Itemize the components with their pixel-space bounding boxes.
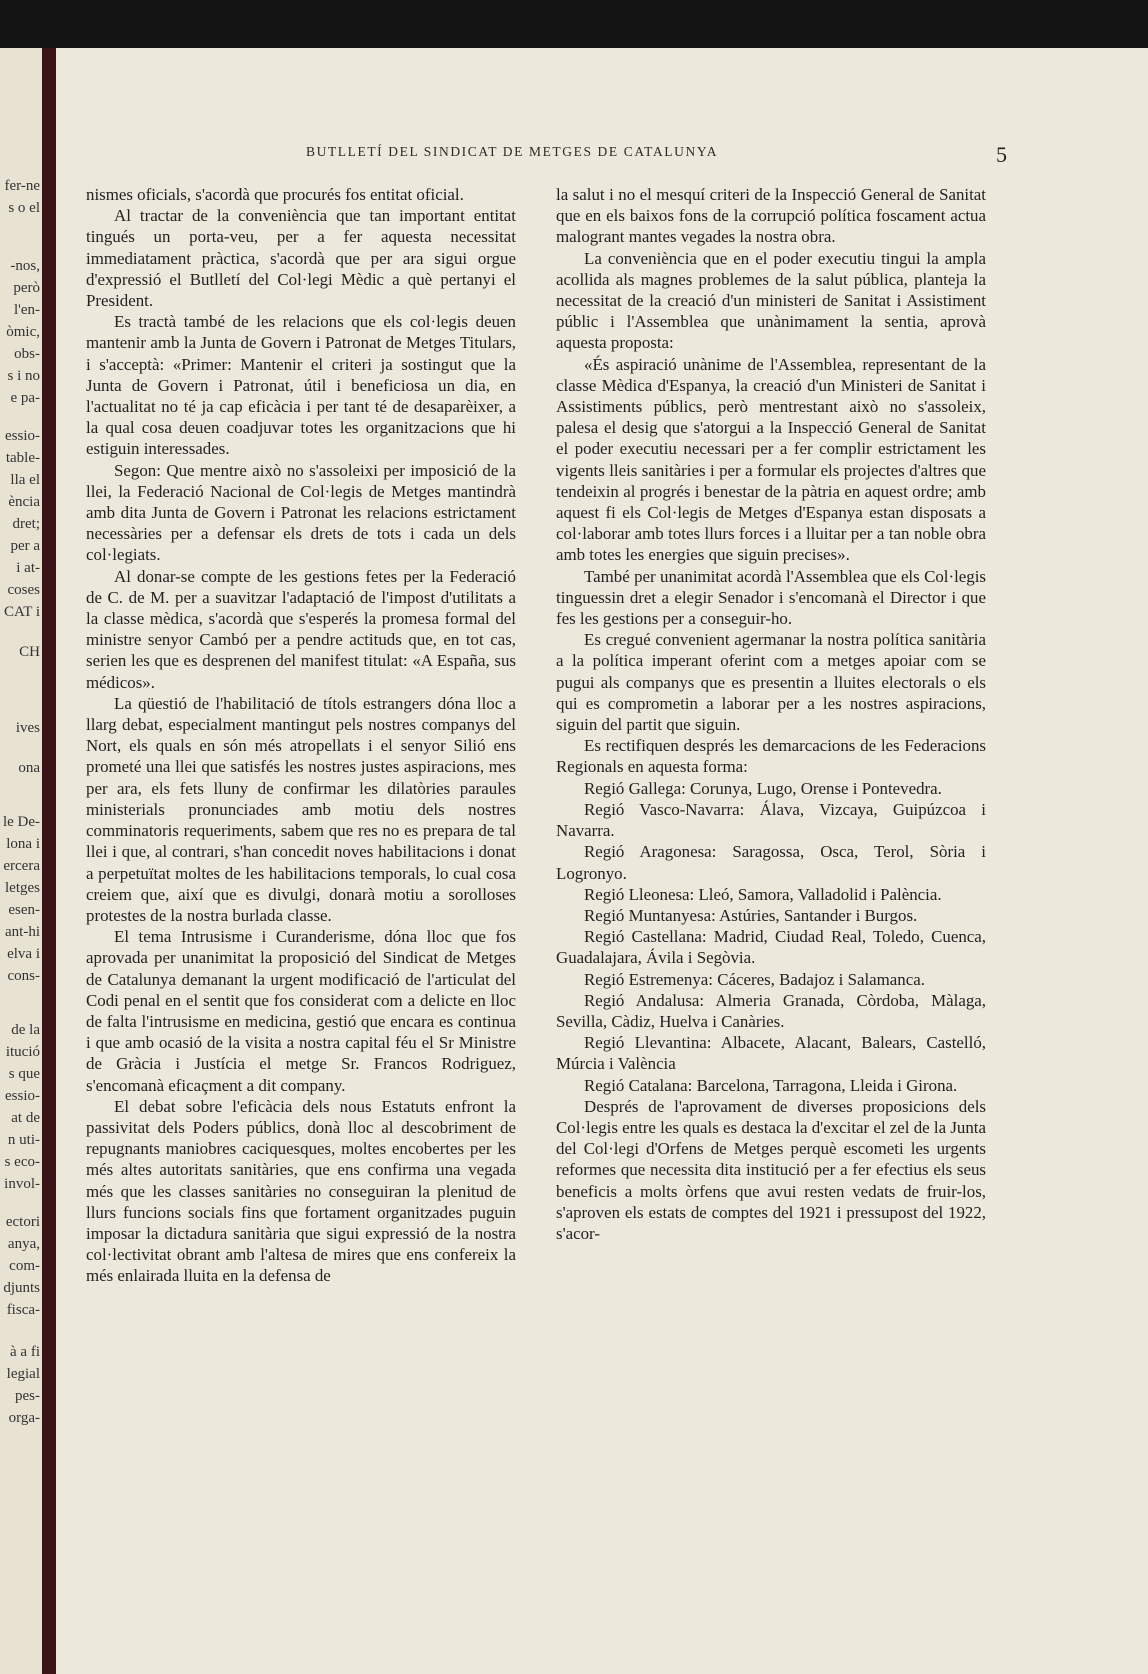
prev-page-fragment: ectori (5, 1214, 40, 1230)
book-binding (42, 48, 56, 1674)
paragraph: Es rectifiquen després les demarcacions de les Federacions Regionals en aquesta forma: (556, 736, 986, 777)
prev-page-fragment: djunts (3, 1280, 40, 1296)
prev-page-fragment: s i no (7, 368, 40, 384)
prev-page-fragment: pes- (15, 1388, 40, 1404)
paragraph: Segon: Que mentre això no s'assoleixi per imposició de la llei, la Federació Nacional de Col·legis de Metges mantindrà amb dita Junta de Govern i Patronat les relacions estrictament necessàries per a defensar els drets de tots i cada un dels col·legiats. (86, 460, 516, 565)
prev-page-fragment: s o el (8, 200, 40, 216)
running-head (56, 144, 1148, 168)
prev-page-fragment: CH (19, 644, 40, 660)
paragraph: Es cregué convenient agermanar la nostra política sanitària a la política imperant oferint com a metges apoiar com se pugui als companys que es presentin a lluites electorals o els qui es comprometin a laborar per a les nostres aspiracions, siguin del partit que siguin. (556, 630, 986, 735)
previous-page-edge (0, 48, 42, 1674)
prev-page-fragment: fisca- (6, 1302, 40, 1318)
document-page (56, 48, 1148, 1674)
prev-page-fragment: invol- (4, 1176, 40, 1192)
prev-page-fragment: ència (8, 494, 40, 510)
prev-page-fragment: letges (5, 880, 40, 896)
prev-page-fragment: legial (6, 1366, 40, 1382)
region-line: Regió Catalana: Barcelona, Tarragona, Lleida i Girona. (584, 1075, 958, 1095)
region-line: Regió Muntanyesa: Astúries, Santander i Burgos. (584, 905, 918, 925)
prev-page-fragment: com- (9, 1258, 40, 1274)
prev-page-fragment: per a (10, 538, 40, 554)
prev-page-fragment: à a fi (10, 1344, 40, 1360)
prev-page-fragment: coses (7, 582, 40, 598)
prev-page-fragment: lona i (6, 836, 40, 852)
region-line: Regió Estremenya: Cáceres, Badajoz i Salamanca. (584, 969, 925, 989)
prev-page-fragment: i at- (16, 560, 40, 576)
prev-page-fragment: n uti- (7, 1132, 40, 1148)
region-line: Regió Llevantina: Albacete, Alacant, Balears, Castelló, Múrcia i València (556, 1033, 986, 1074)
prev-page-fragment: ant-hi (5, 924, 40, 940)
region-line: Regió Gallega: Corunya, Lugo, Orense i Pontevedra. (584, 778, 942, 798)
prev-page-fragment: itució (5, 1044, 40, 1060)
paragraph: Després de l'aprovament de diverses proposicions dels Col·legis entre les quals es destaca la d'excitar el zel de la Junta del Col·legi d'Orfens de Metges perquè escometi les urgents reformes que necessita dita institució per a fer efectius els seus beneficis a molts òrfens que avui resten vedats de fruir-los, s'aproven els estats de comptes del 1921 i pressupost del 1922, s'acor- (556, 1096, 986, 1243)
region-line: Regió Andalusa: Almeria Granada, Còrdoba, Màlaga, Sevilla, Càdiz, Huelva i Canàries. (556, 990, 986, 1031)
prev-page-fragment: però (13, 280, 40, 296)
prev-page-fragment: l'en- (13, 302, 40, 318)
prev-page-fragment: e pa- (10, 390, 40, 406)
prev-page-fragment: orga- (8, 1410, 40, 1426)
prev-page-fragment: elva i (7, 946, 40, 962)
prev-page-fragment: cons- (7, 968, 40, 984)
prev-page-fragment: anya, (7, 1236, 40, 1252)
prev-page-fragment: at de (11, 1110, 40, 1126)
running-title: BUTLLETÍ DEL SINDICAT DE METGES DE CATALUNYA (306, 144, 719, 159)
region-line: Regió Aragonesa: Saragossa, Osca, Terol, Sòria i Logronyo. (556, 842, 986, 883)
region-line: Regió Vasco-Navarra: Álava, Vizcaya, Guipúzcoa i Navarra. (556, 799, 986, 841)
prev-page-fragment: lla el (10, 472, 40, 488)
paragraph: El debat sobre l'eficàcia dels nous Estatuts enfront la passivitat dels Poders públics, donà lloc al descobriment de repugnants maniobres caciquesques, moltes encobertes per les més altes autoritats sanitàries, que ens confirma una vegada més que les classes sanitàries no conseguiran la plenitud de llurs funcions socials fins que fortament organitzades puguin imposar la dictadura sanitària que sigui expressió de la nostra col·lectivitat obrant amb l'altesa de mires que ens confereix la més enlairada lluita en la defensa de (86, 1096, 516, 1286)
prev-page-fragment: le De- (2, 814, 40, 830)
paragraph: la salut i no el mesquí criteri de la Inspecció General de Sanitat que en els baixos fons de la corrupció política foscament actua malogrant mantes vegades la nostra obra. (556, 185, 986, 247)
prev-page-fragment: essio- (5, 1088, 40, 1104)
prev-page-fragment: essio- (5, 428, 40, 444)
paragraph: «És aspiració unànime de l'Assemblea, representant de la classe Mèdica d'Espanya, la creació d'un Ministeri de Sanitat i Assistiments públics, però mentrestant això no s'assoleix, palesa el desig que s'atorgui a la Inspecció General de Sanitat el poder executiu necessari per a fer complir estrictament les vigents lleis sanitàries i per a formular els projectes d'altres que tendeixin al progrés i benestar de la pàtria en aquest ordre; amb aquest fi els Col·legis de Metges d'Espanya estan disposats a col·laborar amb totes llurs forces i a lluitar per a tan noble obra amb totes les energies que siguin precises». (556, 354, 986, 565)
prev-page-fragment: esen- (8, 902, 40, 918)
paragraph: També per unanimitat acordà l'Assemblea que els Col·legis tinguessin dret a elegir Senador i s'encomanà el Director i que fes les gestions per a conseguir-ho. (556, 566, 986, 629)
paragraph: La conveniència que en el poder executiu tingui la ampla acollida als magnes problemes de la salut pública, planteja la necessitat de la creació d'un ministeri de Sanitat i Assistiment públic i l'Assemblea que unànimament la sentia, aprovà aquesta proposta: (556, 248, 986, 353)
right-column (556, 184, 986, 1244)
paragraph: La qüestió de l'habilitació de títols estrangers dóna lloc a llarg debat, especialment mantingut pels nostres companys del Nort, els quals en són més atropellats i el senyor Silió ens prometé una llei que satisfés les nostres justes aspiracions, mes per ara, els fets lluny de confirmar les dilatòries paraules ministerials pronunciades amb motiu dels nostres comminatoris requeriments, sabem que res no es prepara de tal llei i que, al contrari, s'han concedit noves habilitacions i donat a perpetuïtat moltes de les habilitacions temporals, lo cual cosa creiem que, així que es divulgi, donarà motiu a sorolloses protestes de la nostra burlada classe. (86, 693, 516, 925)
paragraph: Es tractà també de les relacions que els col·legis deuen mantenir amb la Junta de Govern i Patronat de Metges Titulars, i s'acceptà: «Primer: Mantenir el criteri ja sostingut que la Junta de Govern i Patronat, útil i beneficiosa un dia, en l'actualitat no té ja cap eficàcia i per tant té de desaparèixer, a la qual cosa deuen coadjuvar totes les organitzacions que hi estiguin interessades. (86, 312, 516, 459)
prev-page-fragment: s que (8, 1066, 40, 1082)
prev-page-fragment: dret; (12, 516, 40, 532)
paragraph: nismes oficials, s'acordà que procurés fos entitat oficial. (86, 185, 464, 204)
paragraph: Al tractar de la conveniència que tan important entitat tingués un porta-veu, per a fer aquesta necessitat immediatament pràctica, s'acordà que per ara sigui orgue d'expressió el Butlletí del Col·legi Mèdic a què pertanyi el President. (86, 206, 516, 311)
prev-page-fragment: de la (11, 1022, 40, 1038)
region-line: Regió Lleonesa: Lleó, Samora, Valladolid i Palència. (584, 884, 942, 904)
paragraph: El tema Intrusisme i Curanderisme, dóna lloc que fos aprovada per unanimitat la proposició del Sindicat de Metges de Catalunya demanant la urgent modificació de l'articulat del Codi penal en el sentit que fos considerat com a delicte en lloc de falta l'intrusisme en medicina, gestió que encara es continua i que amb ocasió de la visita a nostra capital féu el Sr Ministre de Gràcia i Justícia el metge Sr. Francos Rodriguez, s'encomanà eficaçment a dit company. (86, 927, 516, 1095)
paragraph: Al donar-se compte de les gestions fetes per la Federació de C. de M. per a suavitzar l'adaptació de l'impost d'utilitats a la classe mèdica, s'acordà que s'esperés la promesa formal del ministre senyor Cambó per a pendre actituds que, en tot cas, serien les que es desprenen del manifest titulat: «A España, sus médicos». (86, 566, 516, 692)
prev-page-fragment: s eco- (4, 1154, 40, 1170)
page-number: 5 (996, 142, 1007, 167)
left-column (86, 184, 516, 1287)
prev-page-fragment: ercera (3, 858, 40, 874)
prev-page-fragment: obs- (14, 346, 40, 362)
prev-page-fragment: fer-ne (4, 178, 40, 194)
prev-page-fragment: -nos, (10, 258, 40, 274)
prev-page-fragment: ives (15, 720, 40, 736)
region-line: Regió Castellana: Madrid, Ciudad Real, Toledo, Cuenca, Guadalajara, Ávila i Segòvia. (556, 927, 986, 968)
prev-page-fragment: ona (18, 760, 40, 776)
prev-page-fragment: òmic, (6, 324, 40, 340)
prev-page-fragment: table- (5, 450, 40, 466)
prev-page-fragment: CAT i (4, 604, 40, 620)
